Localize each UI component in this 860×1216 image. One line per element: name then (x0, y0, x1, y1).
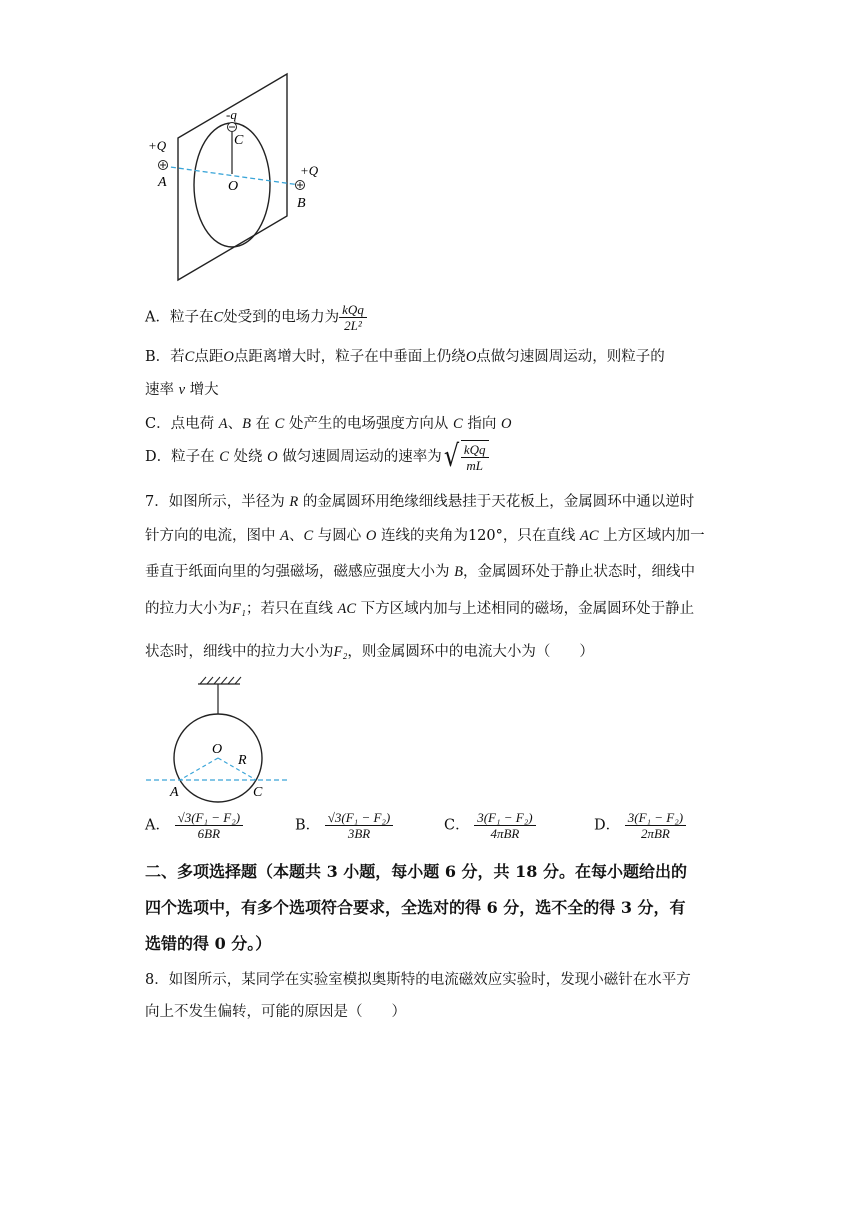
var: AC (337, 601, 357, 617)
option-label: C． (444, 817, 470, 834)
q6-option-B-line1 (145, 345, 665, 366)
label-C: C (234, 133, 244, 148)
var: F₁ (232, 601, 246, 617)
text: 增大 (189, 382, 219, 398)
section2-heading-line3: 选错的得 0 分。） (145, 934, 272, 953)
text: 点距 (194, 349, 224, 365)
denominator: 4πBR (490, 826, 520, 841)
text: 上方区域内加一 (603, 528, 705, 544)
var: A (280, 528, 289, 544)
var: A (218, 416, 228, 432)
q6-option-B-line2 (145, 378, 219, 399)
text: 下方区域内加与上述相同的磁场，金属圆环处于静止 (360, 601, 695, 617)
text: 状态时，细线中的拉力大小为 (145, 644, 334, 660)
q6-option-C (145, 412, 511, 433)
option-label: D． (594, 817, 621, 834)
var: O (500, 416, 512, 432)
label-O: O (228, 179, 239, 194)
text: 点距离增大时，粒子在中垂面上仍绕 (233, 349, 466, 365)
text: 针方向的电流，图中 (145, 528, 276, 544)
text: 、 (288, 528, 304, 544)
numerator: kQq (461, 442, 489, 458)
radius-OC (218, 758, 256, 780)
text: 与圆心 (317, 528, 362, 544)
denominator: 3BR (347, 826, 371, 841)
var: v (178, 382, 186, 398)
label-minus-q: -q (226, 107, 237, 122)
text: 做匀速圆周运动的速率为 (282, 449, 442, 465)
label-A: A (158, 175, 167, 190)
text: 7．如图所示，半径为 (145, 494, 285, 510)
var: O (267, 449, 278, 465)
text: ，金属圆环处于静止状态时，细线中 (462, 564, 695, 580)
q8-line2: 向上不发生偏转，可能的原因是（ ） (145, 1004, 406, 1020)
var: R (289, 494, 299, 510)
numerator: kQq (339, 302, 367, 318)
var: B (454, 564, 463, 580)
denominator: mL (466, 458, 483, 473)
var: C (274, 416, 285, 432)
q6-option-D (145, 440, 489, 474)
label-R: R (238, 753, 247, 768)
var: O (223, 349, 234, 365)
denominator: 2L² (344, 318, 362, 333)
option-label: B． (295, 817, 321, 834)
label-B: B (297, 196, 306, 211)
var: AC (580, 528, 599, 544)
q7-option-C (444, 810, 536, 841)
text: ；若只在直线 (245, 601, 333, 617)
label-A: A (170, 785, 179, 800)
figure-charges-plane (140, 68, 340, 288)
var: F₂ (333, 644, 348, 660)
text: B．若 (145, 349, 185, 365)
section2-heading-line1: 二、多项选择题（本题共 3 小题，每小题 6 分，共 18 分。在每小题给出的 (145, 862, 687, 881)
label-plus-Q-A: +Q (148, 138, 167, 153)
numerator: 3(F₁ − F₂) (474, 810, 535, 826)
text: D．粒子在 (145, 449, 215, 465)
denominator: 6BR (197, 826, 221, 841)
text: ，则金属圆环中的电流大小为（ ） (347, 644, 594, 660)
q7-option-B (295, 810, 393, 841)
var: C (219, 449, 229, 465)
label-C: C (253, 785, 263, 800)
q7-line1 (145, 490, 694, 511)
fraction (325, 810, 394, 841)
text: 垂直于纸面向里的匀强磁场，磁感应强度大小为 (145, 564, 450, 580)
figure-hanging-ring (140, 672, 300, 804)
q7-option-D (594, 810, 686, 841)
var: C (213, 309, 224, 326)
var: O (465, 349, 477, 365)
fraction-kQq-2L2 (339, 302, 367, 333)
q7-line2 (145, 524, 705, 545)
text: 处绕 (233, 449, 263, 465)
text: A．粒子在 (145, 309, 214, 326)
radius-OA (180, 758, 218, 780)
text: 的金属圆环用绝缘细线悬挂于天花板上，金属圆环中通以逆时 (302, 494, 695, 510)
text: 处产生的电场强度方向从 (288, 416, 449, 432)
label-O: O (212, 742, 223, 757)
var: O (365, 528, 377, 544)
text: 连线的夹角为120°，只在直线 (380, 528, 576, 544)
option-label: A． (145, 817, 170, 834)
text: 、 (227, 416, 243, 432)
q7-line4 (145, 597, 694, 618)
fraction (175, 810, 244, 841)
text: C．点电荷 (145, 416, 215, 432)
var: C (453, 416, 463, 432)
var: C (303, 528, 314, 544)
text: 处受到的电场力为 (223, 309, 340, 326)
numerator: √3(F₁ − F₂) (325, 810, 394, 826)
label-plus-Q-B: +Q (300, 163, 319, 178)
text: 的拉力大小为 (145, 601, 232, 617)
q8-line1: 8．如图所示，某同学在实验室模拟奥斯特的电流磁效应实验时，发现小磁针在水平方 (145, 972, 691, 988)
numerator: √3(F₁ − F₂) (175, 810, 244, 826)
ceiling-hatch (200, 677, 241, 684)
q6-option-A (145, 302, 367, 333)
text: 在 (255, 416, 271, 432)
denominator: 2πBR (640, 826, 670, 841)
var: B (242, 416, 251, 432)
q7-line5 (145, 640, 594, 661)
q7-line3 (145, 560, 695, 581)
text: 指向 (467, 416, 497, 432)
sqrt-kQq-mL: √ $\frac{\text{kQq}}{mL}$ (442, 440, 489, 474)
text: 速率 (145, 382, 174, 398)
q7-option-A (145, 810, 243, 841)
section2-heading-line2: 四个选项中，有多个选项符合要求，全选对的得 6 分，选不全的得 3 分，有 (145, 898, 686, 917)
fraction (474, 810, 535, 841)
var: C (184, 349, 195, 365)
text: 点做匀速圆周运动，则粒子的 (476, 349, 665, 365)
fraction (625, 810, 686, 841)
numerator: 3(F₁ − F₂) (625, 810, 686, 826)
